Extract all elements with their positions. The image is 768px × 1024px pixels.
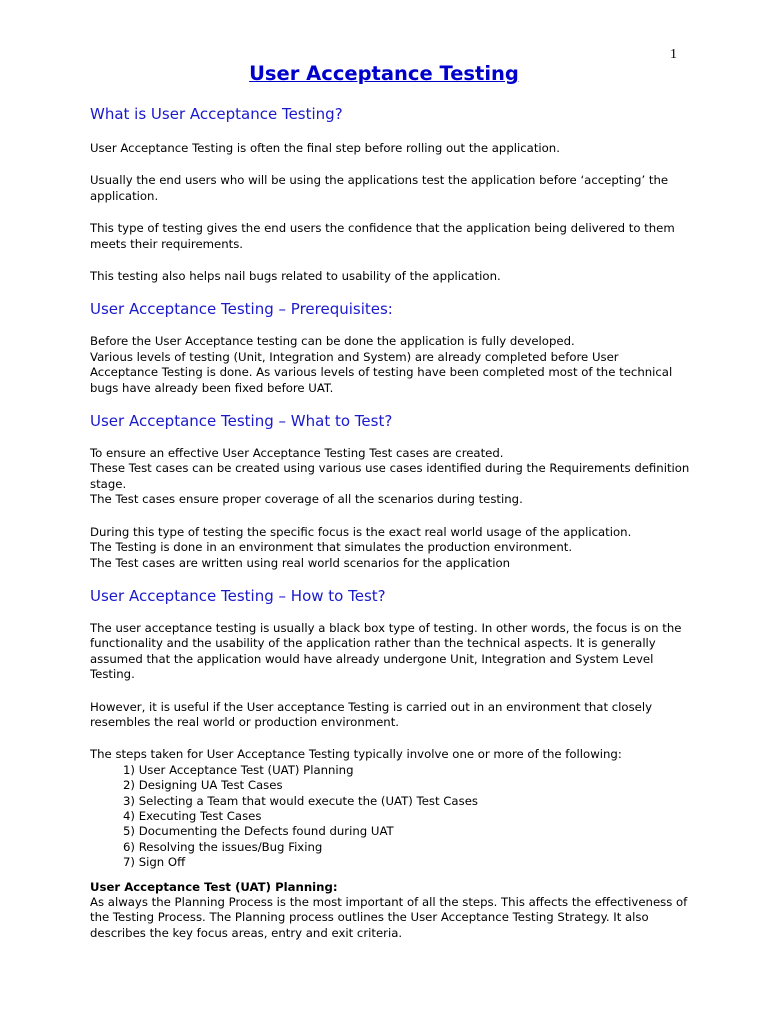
section-heading-prerequisites: User Acceptance Testing – Prerequisites: — [90, 300, 393, 319]
paragraph: This testing also helps nail bugs related to usability of the application. — [90, 269, 501, 284]
list-item: 2) Designing UA Test Cases — [123, 778, 283, 793]
subsection-heading-uat-planning: User Acceptance Test (UAT) Planning: — [90, 879, 338, 894]
document-body — [90, 104, 690, 941]
page-number: 1 — [670, 47, 677, 62]
list-item: 3) Selecting a Team that would execute the (UAT) Test Cases — [123, 793, 478, 808]
paragraph: During this type of testing the specific focus is the exact real world usage of the application. The Testing is done in an environment that simulates the production environment. The Test cases are written using real world scenarios for the application — [90, 524, 632, 570]
paragraph: Before the User Acceptance testing can be done the application is fully developed. Various levels of testing (Unit, Integration and System) are already completed before User Acceptance Testing is done. As various levels of testing have been completed most of the technical bugs have already been fixed before UAT. — [90, 334, 673, 395]
steps-intro: The steps taken for User Acceptance Testing typically involve one or more of the following: — [90, 747, 622, 762]
list-item: 5) Documenting the Defects found during UAT — [123, 824, 394, 839]
paragraph: To ensure an effective User Acceptance Testing Test cases are created. These Test cases can be created using various use cases identified during the Requirements definition stage. The Test cases ensure proper coverage of all the scenarios during testing. — [90, 446, 690, 507]
paragraph: Usually the end users who will be using the applications test the application before ‘accepting’ the application. — [90, 173, 669, 203]
paragraph: However, it is useful if the User acceptance Testing is carried out in an environment that closely resembles the real world or production environment. — [90, 699, 653, 729]
document-title: User Acceptance Testing — [249, 62, 519, 85]
paragraph: As always the Planning Process is the most important of all the steps. This affects the effectiveness of the Testing Process. The Planning process outlines the User Acceptance Testing Strategy. It also describes the key focus areas, entry and exit criteria. — [90, 895, 688, 940]
list-item: 1) User Acceptance Test (UAT) Planning — [123, 762, 354, 777]
section-heading-what-to-test: User Acceptance Testing – What to Test? — [90, 412, 393, 431]
list-item: 4) Executing Test Cases — [123, 808, 262, 823]
steps-list — [90, 763, 690, 871]
section-heading-how-to-test: User Acceptance Testing – How to Test? — [90, 586, 386, 605]
section-heading-what-is-uat: What is User Acceptance Testing? — [90, 105, 343, 123]
paragraph: This type of testing gives the end users the confidence that the application being delivered to them meets their requirements. — [90, 221, 675, 251]
list-item: 7) Sign Off — [123, 855, 186, 870]
paragraph: User Acceptance Testing is often the final step before rolling out the application. — [90, 141, 560, 155]
paragraph: The user acceptance testing is usually a black box type of testing. In other words, the focus is on the functionality and the usability of the application rather than the technical aspects. It is generally assumed that the application would have already undergone Unit, Integration and System Level Testing. — [90, 620, 682, 682]
list-item: 6) Resolving the issues/Bug Fixing — [123, 839, 323, 854]
